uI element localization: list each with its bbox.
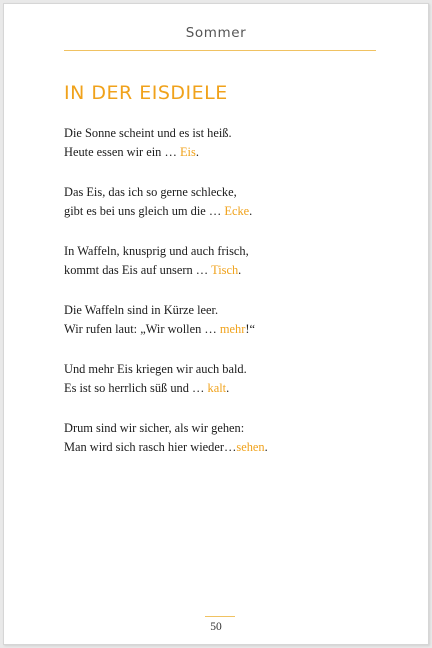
- verse-line: Heute essen wir ein … Eis.: [64, 145, 199, 159]
- verse-line: In Waffeln, knusprig und auch frisch,: [64, 244, 249, 258]
- poem-title: IN DER EISDIELE: [64, 82, 228, 104]
- verse-line: kommt das Eis auf unsern … Tisch.: [64, 263, 242, 277]
- header-divider: [64, 50, 376, 51]
- verse-line: Das Eis, das ich so gerne schlecke,: [64, 185, 237, 199]
- verse-line: Und mehr Eis kriegen wir auch bald.: [64, 362, 247, 376]
- rhyme-word: Ecke: [224, 204, 250, 218]
- stanza: [64, 183, 394, 221]
- verse-line: gibt es bei uns gleich um die … Ecke.: [64, 204, 253, 218]
- poem-body: [64, 124, 394, 478]
- verse-line: Drum sind wir sicher, als wir gehen:: [64, 421, 245, 435]
- verse-line: Die Sonne scheint und es ist heiß.: [64, 126, 232, 140]
- rhyme-word: sehen: [236, 440, 265, 454]
- stanza: [64, 124, 394, 162]
- rhyme-word: kalt: [207, 381, 227, 395]
- footer-divider: [205, 616, 235, 617]
- stanza: [64, 419, 394, 457]
- verse-line: Wir rufen laut: „Wir wollen … mehr!“: [64, 322, 256, 336]
- rhyme-word: Eis: [179, 145, 196, 159]
- rhyme-word: Tisch: [211, 263, 239, 277]
- stanza: [64, 360, 394, 398]
- verse-line: Es ist so herrlich süß und … kalt.: [64, 381, 230, 395]
- running-head: Sommer: [185, 25, 247, 41]
- verse-line: Die Waffeln sind in Kürze leer.: [64, 303, 219, 317]
- stanza: [64, 242, 394, 280]
- book-page: [3, 3, 429, 645]
- rhyme-word: mehr: [219, 322, 246, 336]
- verse-line: Man wird sich rasch hier wieder…sehen.: [64, 440, 268, 454]
- page-number: 50: [210, 621, 222, 633]
- stanza: [64, 301, 394, 339]
